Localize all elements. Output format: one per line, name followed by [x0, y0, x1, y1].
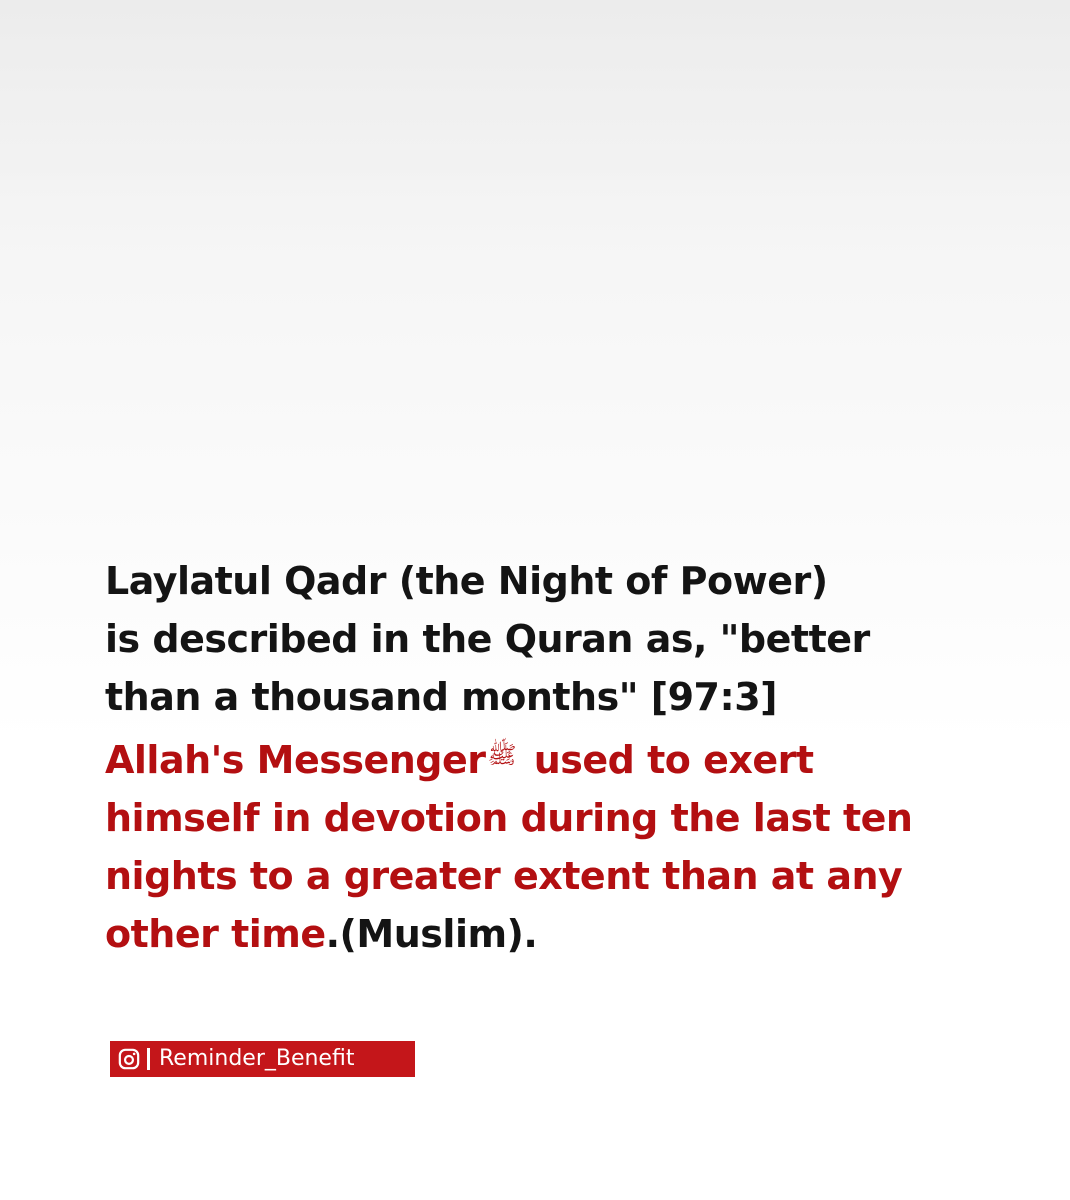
- instagram-icon: [118, 1048, 140, 1070]
- hadith-line-1-end: used to exert: [520, 738, 814, 782]
- quote-line-3: than a thousand months" [97:3]: [105, 675, 778, 719]
- hadith-line-1-start: Allah's Messenger: [105, 738, 486, 782]
- hadith-source: .(Muslim).: [325, 912, 538, 956]
- instagram-handle: Reminder_Benefit: [159, 1046, 355, 1071]
- badge-separator: [147, 1048, 150, 1070]
- quote-text: [105, 552, 985, 963]
- instagram-handle-badge: [110, 1041, 415, 1077]
- hadith-line-4: [105, 905, 985, 963]
- hadith-line-1: [105, 726, 985, 789]
- hadith-line-3: nights to a greater extent than at any: [105, 854, 903, 898]
- quote-line-1: Laylatul Qadr (the Night of Power): [105, 559, 828, 603]
- quote-line-2: is described in the Quran as, "better: [105, 617, 870, 661]
- hadith-line-4-red: other time: [105, 912, 326, 956]
- salawat-symbol: ﷺ: [487, 741, 517, 769]
- hadith-line-2: himself in devotion during the last ten: [105, 796, 913, 840]
